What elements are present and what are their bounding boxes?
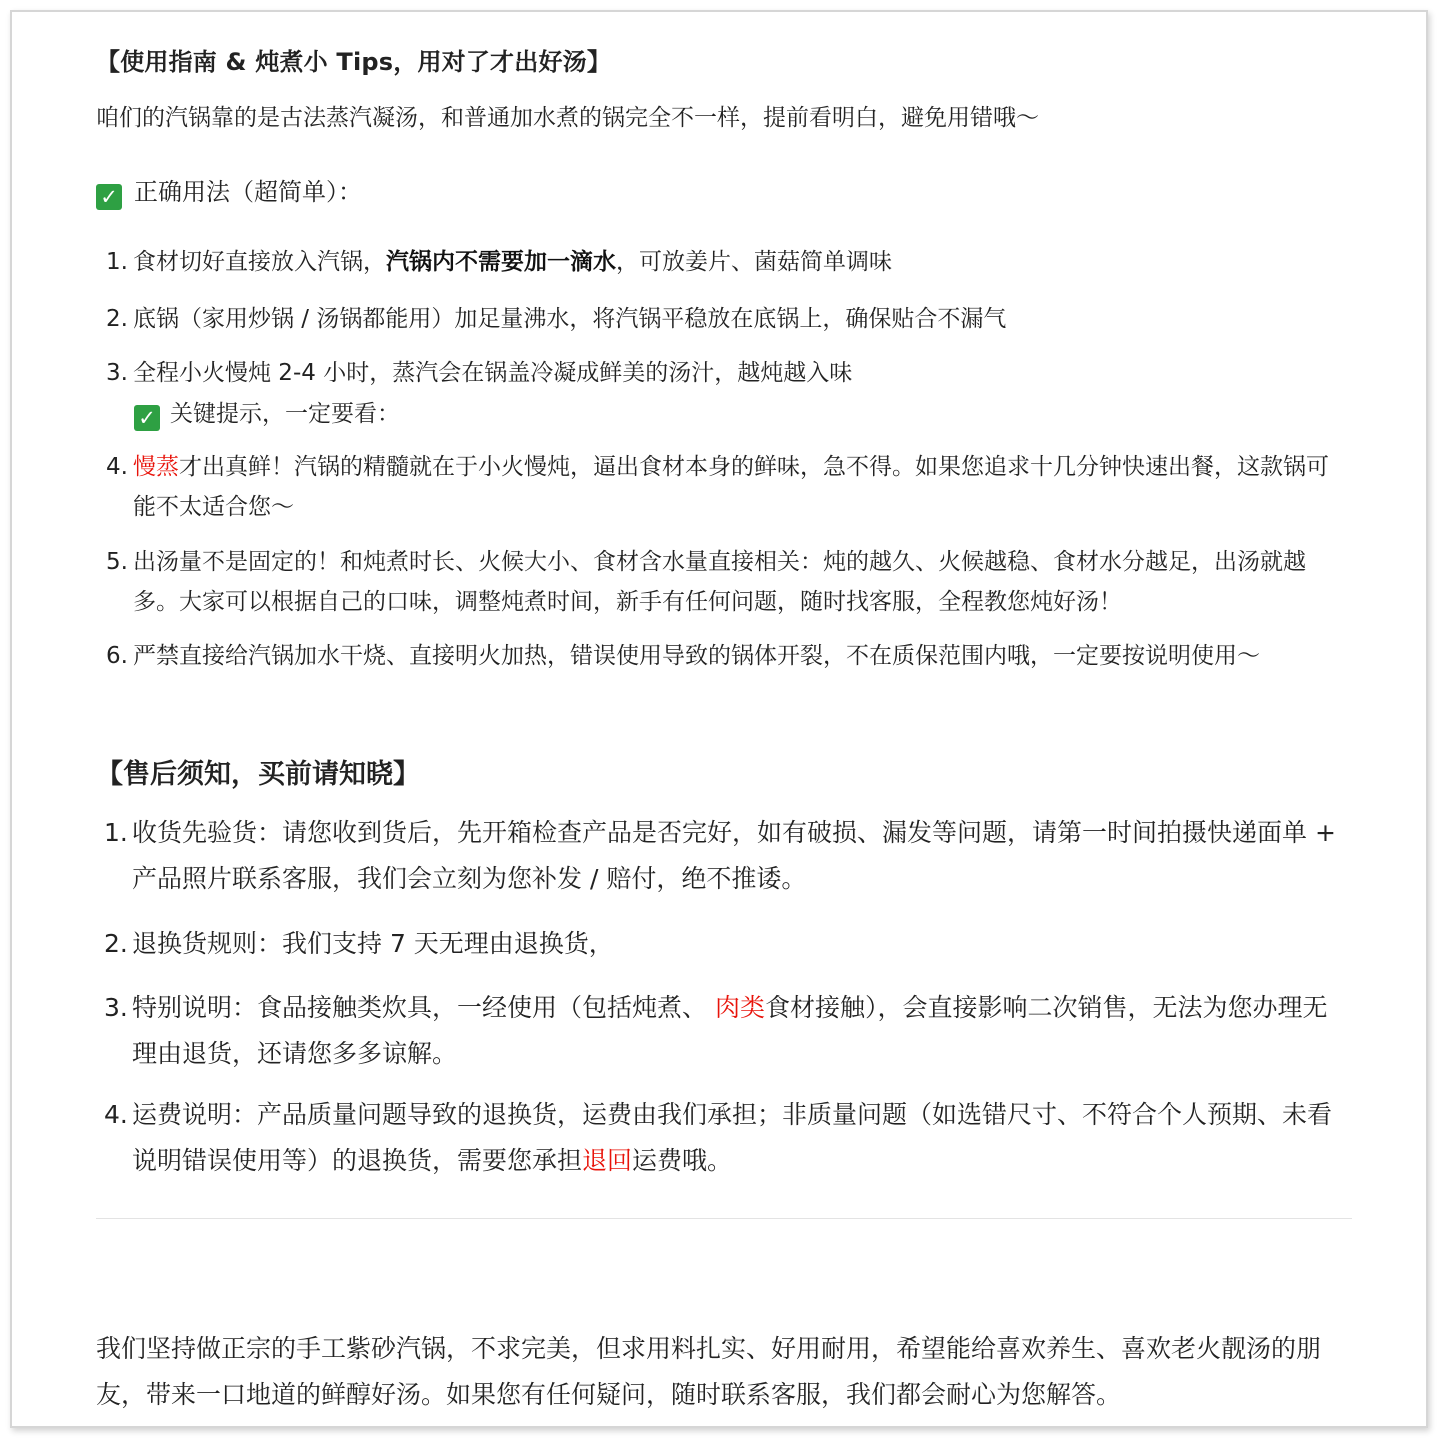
item-text-pre: 食材切好直接放入汽锅， xyxy=(133,249,386,275)
item-number: 3. xyxy=(106,360,128,386)
item-number: 1. xyxy=(106,249,128,275)
item-text xyxy=(132,985,1347,1077)
item-number: 4. xyxy=(106,454,128,480)
item-text: 底锅（家用炒锅 / 汤锅都能用）加足量沸水，将汽锅平稳放在底锅上，确保贴合不漏气 xyxy=(133,306,1007,332)
item-text: 出汤量不是固定的！和炖煮时长、火候大小、食材含水量直接相关：炖的越久、火候越稳、食材水分越足，出汤就越多。大家可以根据自己的口味，调整炖煮时间，新手有任何问题，随时找客服，全程教您炖好汤！ xyxy=(133,549,1306,615)
item-bold-text: 汽锅内不需要加一滴水 xyxy=(386,249,616,275)
item-red-text: 退回 xyxy=(582,1146,633,1175)
correct-usage-label: 正确用法（超简单）： xyxy=(134,178,362,206)
check-mark-icon: ✓ xyxy=(96,184,122,210)
item-text: 全程小火慢炖 2-4 小时，蒸汽会在锅盖冷凝成鲜美的汤汁，越炖越入味 xyxy=(133,360,853,386)
page-frame xyxy=(10,10,1428,1428)
item-text-post: 才出真鲜！汽锅的精髓就在于小火慢炖，逼出食材本身的鲜味，急不得。如果您追求十几分钟快速出餐，这款锅可能不太适合您～ xyxy=(133,454,1329,520)
guide-title: 【使用指南 & 炖煮小 Tips，用对了才出好汤】 xyxy=(96,48,612,76)
item-text-pre: 特别说明：食品接触类炊具，一经使用（包括炖煮、 xyxy=(132,993,715,1022)
item-text xyxy=(133,447,1343,527)
item-text xyxy=(132,1092,1347,1184)
after-sales-title: 【售后须知，买前请知晓】 xyxy=(96,759,420,790)
item-text-post: 食材接触），会直接影响二次销售，无法为您办理无理由退货，还请您多多谅解。 xyxy=(132,993,1328,1068)
guide-intro: 咱们的汽锅靠的是古法蒸汽凝汤，和普通加水煮的锅完全不一样，提前看明白，避免用错哦～ xyxy=(96,105,1039,131)
key-tip-label: 关键提示，一定要看： xyxy=(170,401,400,427)
item-text-post: ，可放姜片、菌菇简单调味 xyxy=(616,249,892,275)
correct-usage-heading xyxy=(96,172,362,210)
item-number: 2. xyxy=(104,929,128,958)
closing-paragraph: 我们坚持做正宗的手工紫砂汽锅，不求完美，但求用料扎实、好用耐用，希望能给喜欢养生、喜欢老火靓汤的朋友，带来一口地道的鲜醇好汤。如果您有任何疑问，随时联系客服，我们都会耐心为您解答。 xyxy=(96,1334,1322,1409)
divider xyxy=(96,1218,1352,1219)
item-red-text: 肉类 xyxy=(714,993,765,1022)
item-red-text: 慢蒸 xyxy=(133,454,179,480)
check-mark-icon: ✓ xyxy=(134,405,160,431)
item-text: 收货先验货：请您收到货后，先开箱检查产品是否完好，如有破损、漏发等问题，请第一时间拍摄快递面单 + 产品照片联系客服，我们会立刻为您补发 / 赔付，绝不推诿。 xyxy=(132,818,1336,893)
item-text: 退换货规则：我们支持 7 天无理由退换货， xyxy=(132,929,614,958)
item-number: 2. xyxy=(106,306,128,332)
item-number: 1. xyxy=(104,818,128,847)
key-tip xyxy=(134,395,400,431)
item-number: 5. xyxy=(106,549,128,575)
item-text: 严禁直接给汽锅加水干烧、直接明火加热，错误使用导致的锅体开裂，不在质保范围内哦，一定要按说明使用～ xyxy=(133,643,1260,669)
item-text-post: 运费哦。 xyxy=(632,1146,733,1175)
item-number: 3. xyxy=(104,993,128,1022)
item-number: 4. xyxy=(104,1100,128,1129)
item-text xyxy=(133,242,1343,282)
item-number: 6. xyxy=(106,643,128,669)
item-text-pre: 运费说明：产品质量问题导致的退换货，运费由我们承担；非质量问题（如选错尺寸、不符合个人预期、未看说明错误使用等）的退换货，需要您承担 xyxy=(132,1100,1333,1175)
